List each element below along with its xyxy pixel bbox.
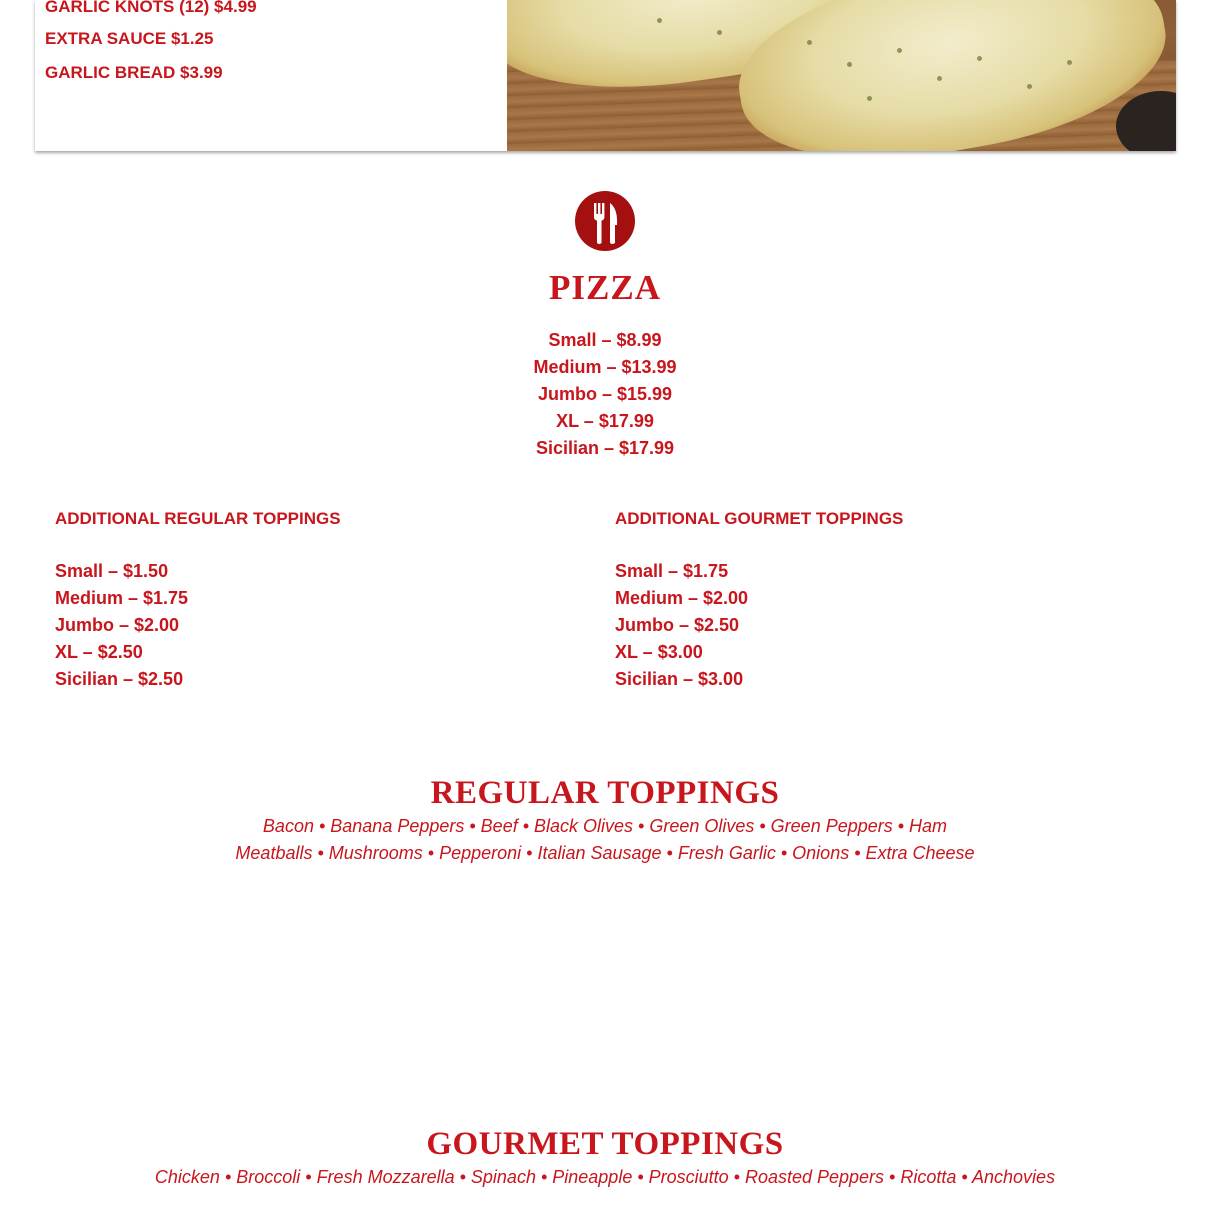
regular-topping-price-medium: Medium – $1.75	[55, 588, 189, 608]
gourmet-toppings-title: GOURMET TOPPINGS	[426, 1126, 784, 1162]
sides-card	[35, 0, 1176, 151]
regular-toppings-line-2: Meatballs • Mushrooms • Pepperoni • Italian Sausage • Fresh Garlic • Onions • Extra Cheese	[235, 843, 975, 863]
regular-toppings-title: REGULAR TOPPINGS	[430, 775, 780, 811]
gourmet-toppings-line-1: Chicken • Broccoli • Fresh Mozzarella • Spinach • Pineapple • Prosciutto • Roasted Peppers • Ricotta • Anchovies	[154, 1167, 1056, 1187]
regular-toppings-line-1: Bacon • Banana Peppers • Beef • Black Olives • Green Olives • Green Peppers • Ham	[262, 816, 948, 836]
regular-topping-price-sicilian: Sicilian – $2.50	[55, 669, 184, 689]
additional-regular-toppings	[55, 509, 341, 689]
regular-topping-price-small: Small – $1.50	[55, 561, 169, 581]
pizza-size-xl: XL – $17.99	[556, 411, 654, 431]
pizza-size-jumbo: Jumbo – $15.99	[537, 384, 673, 404]
gourmet-topping-price-sicilian: Sicilian – $3.00	[615, 669, 744, 689]
pizza-size-medium: Medium – $13.99	[533, 357, 677, 377]
side-item-extra-sauce: EXTRA SAUCE $1.25	[45, 29, 214, 48]
gourmet-topping-price-small: Small – $1.75	[615, 561, 729, 581]
additional-gourmet-toppings	[615, 509, 904, 689]
additional-regular-title: ADDITIONAL REGULAR TOPPINGS	[55, 509, 341, 528]
gourmet-topping-price-jumbo: Jumbo – $2.50	[615, 615, 740, 635]
fork-knife-icon	[575, 191, 635, 251]
regular-topping-price-jumbo: Jumbo – $2.00	[55, 615, 180, 635]
garlic-bread-photo	[507, 0, 1176, 151]
pizza-title: PIZZA	[549, 268, 661, 307]
gourmet-topping-price-xl: XL – $3.00	[615, 642, 703, 662]
side-item-garlic-bread: GARLIC BREAD $3.99	[45, 63, 223, 82]
gourmet-topping-price-medium: Medium – $2.00	[615, 588, 749, 608]
regular-topping-price-xl: XL – $2.50	[55, 642, 143, 662]
pizza-size-sicilian: Sicilian – $17.99	[535, 438, 675, 458]
pizza-size-small: Small – $8.99	[548, 330, 662, 350]
side-item-garlic-knots: GARLIC KNOTS (12) $4.99	[45, 0, 257, 16]
additional-gourmet-title: ADDITIONAL GOURMET TOPPINGS	[615, 509, 904, 528]
